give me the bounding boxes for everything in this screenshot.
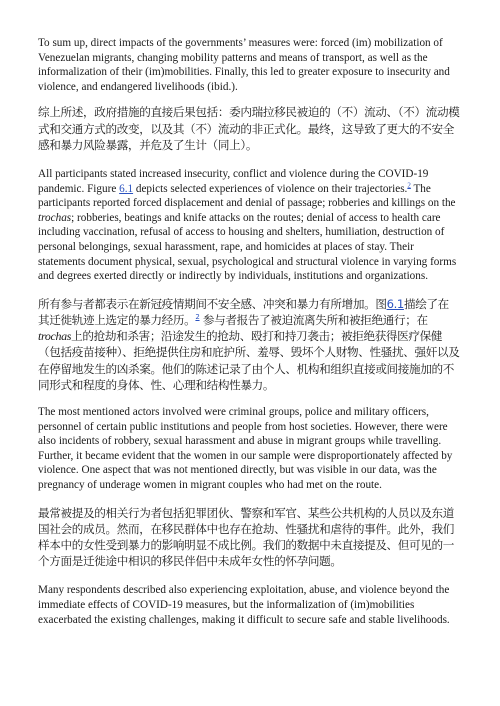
text-segment: 所有参与者都表示在新冠疫情期间不安全感、冲突和暴力有所增加。图: [38, 296, 387, 311]
text-segment: 上的抢劫和杀害；沿途发生的抢劫、殴打和持刀袭击；被拒绝获得医疗保健（包括疫苗接种）、拒绝提供住房和庇护所、羞辱、毁坏个人财物、性骚扰、强奸以及在停留地发生的凶杀案。他们的陈述记录了由个人、机构和组织直接或间接施加的不同形式和程度的身体、性、心理和结构性暴力。: [38, 329, 460, 392]
paragraph-zh-actors: 最常被提及的相关行为者包括犯罪团伙、警察和军官、某些公共机构的人员以及东道国社会的成员。然而，在移民群体中也存在抢劫、性骚扰和虐待的事件。此外，我们样本中的女性受到暴力的影响明显不成比例。我们的数据中未直接提及、但可见的一个方面是迁徙途中相识的移民伴侣中未成年女性的怀孕问题。: [38, 505, 455, 569]
paragraph-zh-violence: [38, 296, 460, 393]
text-segment: depicts selected experiences of violence on their trajectories.: [133, 182, 408, 195]
paragraph-en-exploitation: Many respondents described also experiencing exploitation, abuse, and violence beyond the immediate effects of COVID-19 measures, but the informalization of (im)mobilities exacerbated the existing challenges, making it difficult to secure safe and stable livelihoods.: [38, 584, 450, 626]
paragraph-zh-summary: 综上所述，政府措施的直接后果包括：委内瑞拉移民被迫的（不）流动、（不）流动模式和交通方式的改变，以及其（不）流动的非正式化。最终，这导致了更大的不安全感和暴力风险暴露，并危及了生计（同上）。: [38, 105, 460, 152]
paragraph-en-violence: [38, 167, 460, 284]
text-segment: The participants reported forced displacement and denial of passage; robberies and killings on the: [38, 182, 456, 210]
paragraph-en-summary: To sum up, direct impacts of the governments’ measures were: forced (im) mobilization of Venezuelan migrants, changing mobility patterns and means of transport, as well as the informalization of their (im)mobilities. Finally, this led to greater exposure to insecurity and violence, and endangered livelihoods (ibid.).: [38, 37, 450, 93]
figure-link[interactable]: 6.1: [386, 296, 404, 311]
text-segment: 参与者报告了被迫流离失所和被拒绝通行；在: [199, 312, 428, 327]
italic-term: trochas: [38, 211, 72, 224]
text-segment: 描绘了在其迁徙轨迹上选定的暴力经历。: [38, 296, 449, 327]
italic-term: trochas: [38, 329, 72, 344]
text-segment: All participants stated increased insecurity, conflict and violence during the COVID-19 pandemic. Figure: [38, 167, 429, 195]
text-segment: ; robberies, beatings and knife attacks on the routes; denial of access to health care including vaccination, refusal of access to housing and shelters, humiliation, destruction of personal belongings, sexual harassment, rape, and homicides at places of stay. Their statements document physical, sexual, psychological and structural violence in varying forms and degrees exerted directly or indirectly by individuals, institutions and organizations.: [38, 211, 457, 283]
figure-link[interactable]: 6.1: [119, 182, 134, 195]
paragraph-en-actors: The most mentioned actors involved were criminal groups, police and military officers, personnel of certain public institutions and people from host societies. However, there were also incidents of robbery, sexual harassment and abuse in migrant groups while travelling. Further, it became evident that the women in our sample were disproportionately affected by violence. One aspect that was not mentioned directly, but was visible in our data, was the pregnancy of underage women in migrant couples who had met on the route.: [38, 405, 453, 491]
footnote-link[interactable]: 2: [195, 313, 200, 322]
footnote-link[interactable]: 2: [407, 180, 411, 189]
